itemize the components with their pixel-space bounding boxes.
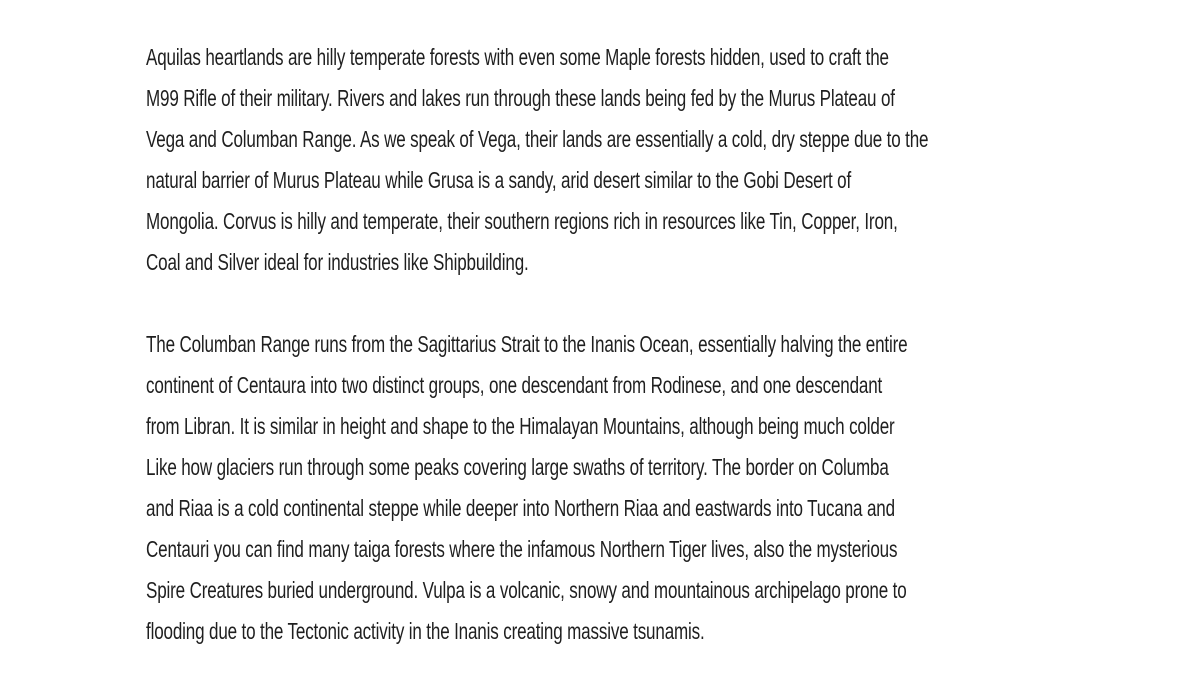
document-body: [146, 40, 1146, 696]
text-line: flooding due to the Tectonic activity in the Inanis creating massive tsunamis.: [146, 618, 705, 644]
text-line: Spire Creatures buried underground. Vulpa is a volcanic, snowy and mountainous archipelago prone to: [146, 577, 907, 603]
text-line: from Libran. It is similar in height and shape to the Himalayan Mountains, although being much colder: [146, 413, 895, 439]
paragraph-columban-range: [146, 327, 1146, 655]
text-line: and Riaa is a cold continental steppe while deeper into Northern Riaa and eastwards into Tucana and: [146, 495, 895, 521]
text-line: Coal and Silver ideal for industries like Shipbuilding.: [146, 249, 529, 275]
text-line: natural barrier of Murus Plateau while Grusa is a sandy, arid desert similar to the Gobi Desert of: [146, 167, 852, 193]
text-line: Aquilas heartlands are hilly temperate forests with even some Maple forests hidden, used to craft the: [146, 44, 889, 70]
text-line: The Columban Range runs from the Sagittarius Strait to the Inanis Ocean, essentially halving the entire: [146, 331, 908, 357]
paragraph-aquila-geography: [146, 40, 1146, 286]
text-line: Centauri you can find many taiga forests where the infamous Northern Tiger lives, also the mysterious: [146, 536, 898, 562]
text-line: continent of Centaura into two distinct groups, one descendant from Rodinese, and one descendant: [146, 372, 883, 398]
text-line: Vega and Columban Range. As we speak of Vega, their lands are essentially a cold, dry steppe due to the: [146, 126, 929, 152]
text-line: Mongolia. Corvus is hilly and temperate, their southern regions rich in resources like Tin, Copper, Iron,: [146, 208, 898, 234]
text-line: Like how glaciers run through some peaks covering large swaths of territory. The border on Columba: [146, 454, 889, 480]
text-line: M99 Rifle of their military. Rivers and lakes run through these lands being fed by the Murus Plateau of: [146, 85, 895, 111]
